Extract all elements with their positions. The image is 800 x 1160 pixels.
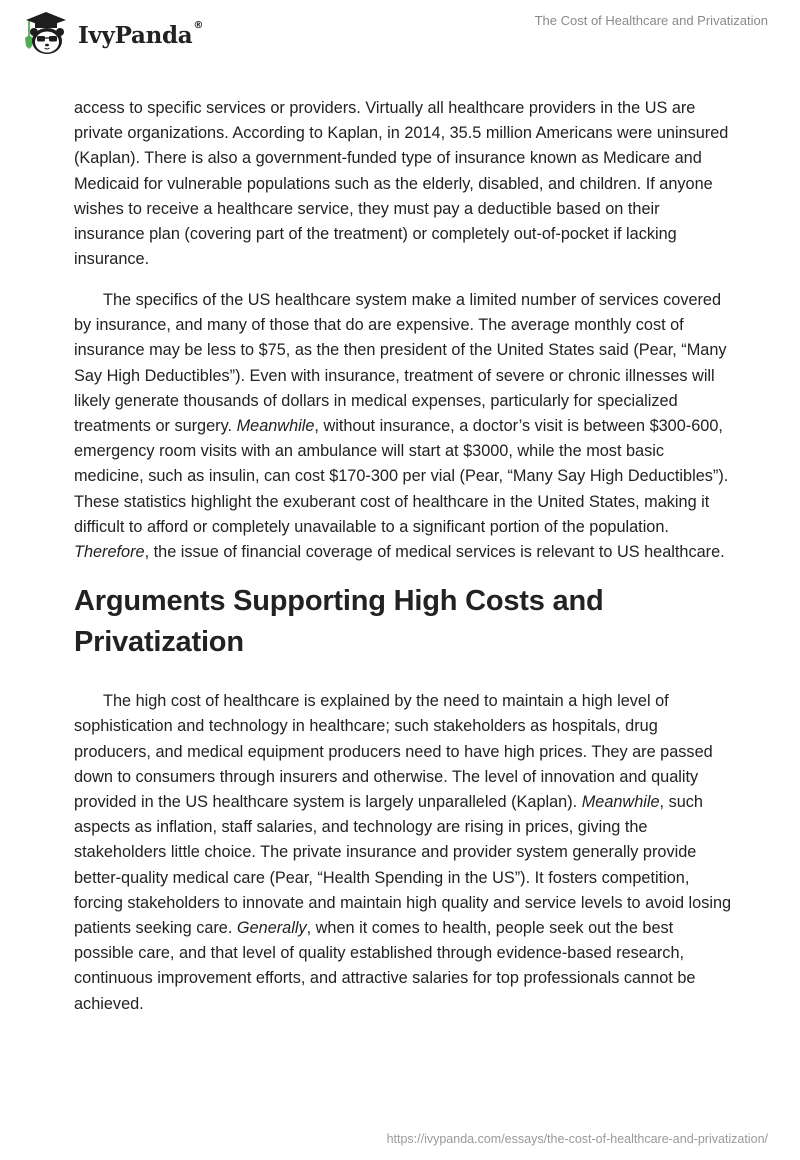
paragraph-text: , the issue of financial coverage of medical services is relevant to US healthcare.: [144, 542, 725, 561]
transition-word: Therefore: [74, 542, 145, 561]
transition-word: Meanwhile: [581, 792, 660, 811]
page-header: [0, 0, 800, 60]
paragraph-text: The high cost of healthcare is explained by the need to maintain a high level of sophistication and technology in healthcare; such stakeholders as hospitals, drug producers, and medical equipment producers need to have high prices. They are passed down to consumers through insurers and otherwise. The level of innovation and quality provided in the US healthcare system is largely unparalleled (Kaplan).: [74, 692, 713, 811]
brand-logo[interactable]: [18, 8, 203, 56]
document-title: The Cost of Healthcare and Privatization: [534, 13, 768, 28]
section-heading: Arguments Supporting High Costs and Privatization: [74, 585, 604, 659]
paragraph-text: The specifics of the US healthcare system make a limited number of services covered by insurance, and many of those that do are expensive. The average monthly cost of insurance may be less to $75, as the then president of the United States said (Pear, “Many Say High Deductibles”). Even with insurance, treatment of severe or chronic illnesses will likely generate thousands of dollars in medical expenses, particularly for specialized treatments or surgery.: [74, 290, 727, 435]
paragraph-intro-continued: access to specific services or providers. Virtually all healthcare providers in the US are private organizations. According to Kaplan, in 2014, 35.5 million Americans were uninsured (Kaplan). There is also a government-funded type of insurance known as Medicare and Medicaid for vulnerable populations such as the elderly, disabled, and children. If anyone wishes to receive a healthcare service, they must pay a deductible based on their insurance plan (covering part of the treatment) or completely out-of-pocket if lacking insurance.: [74, 99, 729, 269]
transition-word: Meanwhile: [236, 416, 315, 435]
brand-name: IvyPanda®: [78, 19, 204, 49]
essay-content: [74, 96, 734, 1032]
source-url[interactable]: https://ivypanda.com/essays/the-cost-of-healthcare-and-privatization/: [386, 1132, 768, 1146]
transition-word: Generally: [236, 918, 307, 937]
paragraph-text: , when it comes to health, people seek out the best possible care, and that level of quality established through evidence-based research, continuous improvement efforts, and attractive salaries for top professionals cannot be achieved.: [74, 918, 696, 1013]
paragraph-us-healthcare-costs: [74, 288, 734, 565]
registered-mark: ®: [193, 19, 204, 31]
panda-graduate-icon: [18, 8, 74, 56]
paragraph-arguments: [74, 689, 734, 1017]
paragraph-text: , such aspects as inflation, staff salaries, and technology are rising in prices, giving the stakeholders little choice. The private insurance and provider system generally provide better-quality medical care (Pear, “Health Spending in the US”). It fosters competition, forcing stakeholders to innovate and maintain high quality and service levels to avoid losing patients seeking care.: [74, 792, 732, 937]
paragraph-text: , without insurance, a doctor’s visit is between $300-600, emergency room visits with an ambulance will start at $3000, while the most basic medicine, such as insulin, can cost $170-300 per vial (Pear, “Many Say High Deductibles”). These statistics highlight the exuberant cost of healthcare in the United States, making it difficult to afford or completely unavailable to a significant portion of the population.: [74, 416, 729, 536]
